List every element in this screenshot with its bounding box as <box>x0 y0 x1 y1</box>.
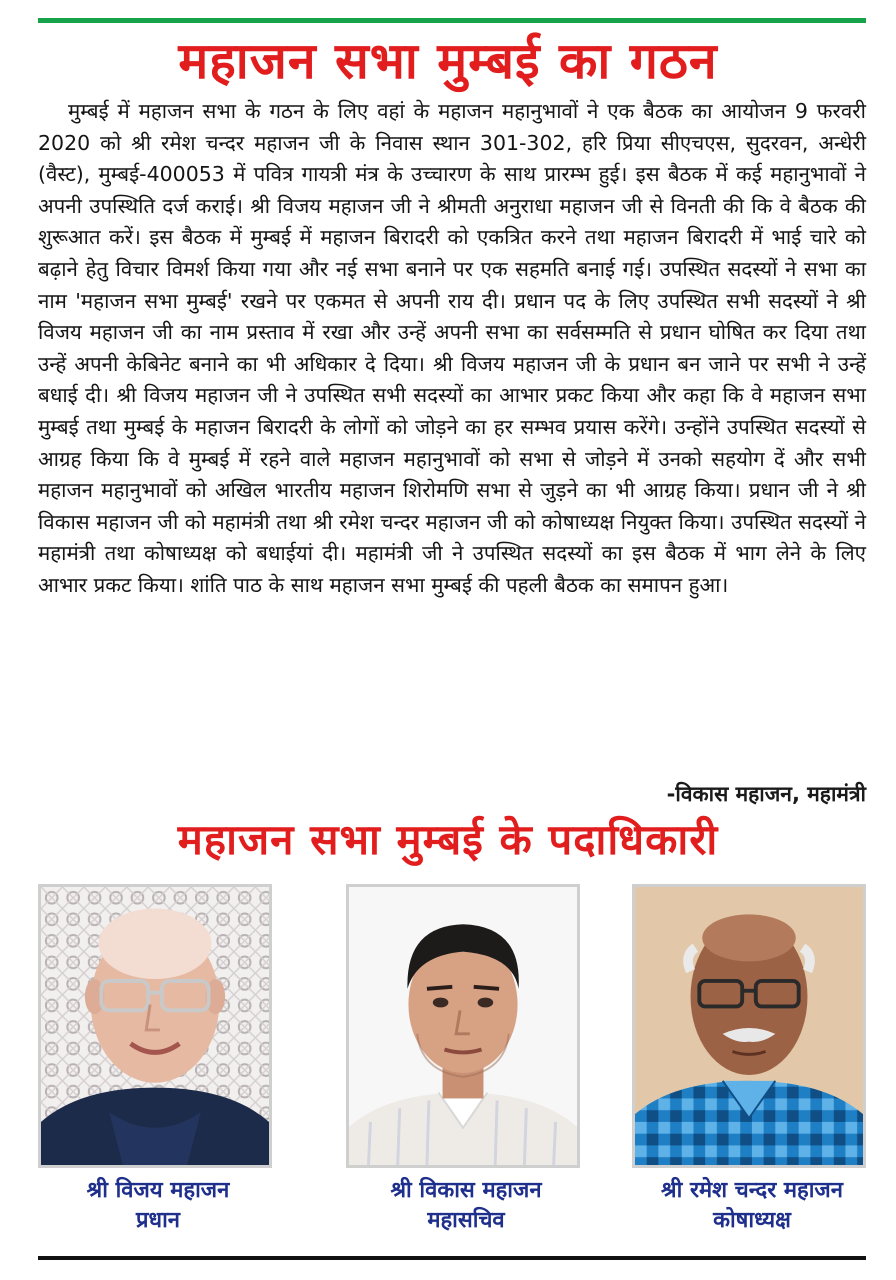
officer-role: महासचिव <box>427 1208 505 1233</box>
article-body <box>38 96 866 602</box>
officer-card-secretary <box>346 884 586 1236</box>
top-divider <box>38 18 866 23</box>
page-title: महाजन सभा मुम्बई का गठन <box>178 32 718 90</box>
article-signature: -विकास महाजन, महामंत्री <box>666 782 866 806</box>
officer-name: श्री विकास महाजन <box>390 1178 542 1203</box>
officer-name: श्री रमेश चन्दर महाजन <box>661 1178 843 1203</box>
portrait-illustration <box>41 887 269 1165</box>
portrait-illustration <box>349 887 577 1165</box>
article-text: मुम्बई में महाजन सभा के गठन के लिए वहां के महाजन महानुभावों ने एक बैठक का आयोजन 9 फरवरी 2020 को श्री रमेश चन्दर महाजन जी के निवास स्थान 301-302, हरि प्रिया सीएचएस, सुदरवन, अन्धेरी (वैस्ट), मुम्बई-400053 में पवित्र गायत्री मंत्र के उच्चारण के साथ प्रारम्भ हुई। इस बैठक में कई महानुभावों ने अपनी उपस्थिति दर्ज कराई। श्री विजय महाजन जी ने श्रीमती अनुराधा महाजन जी से विनती की कि वे बैठक की शुरूआत करें। इस बैठक में मुम्बई में महाजन बिरादरी को एकत्रित करने तथा महाजन बिरादरी में भाई चारे को बढ़ाने हेतु विचार विमर्श किया गया और नई सभा बनाने पर एक सहमति बनाई गई। उपस्थित सदस्यों ने सभा का नाम 'महाजन सभा मुम्बई' रखने पर एकमत से अपनी राय दी। प्रधान पद के लिए उपस्थित सभी सदस्यों ने श्री विजय महाजन जी का नाम प्रस्ताव में रखा और उन्हें अपनी सभा का सर्वसम्मति से प्रधान घोषित कर दिया तथा उन्हें अपनी केबिनेट बनाने का भी अधिकार दे दिया। श्री विजय महाजन जी के प्रधान बन जाने पर सभी ने उन्हें बधाई दी। श्री विजय महाजन जी ने उपस्थित सभी सदस्यों का आभार प्रकट किया और कहा कि वे महाजन सभा मुम्बई तथा मुम्बई के महाजन बिरादरी के लोगों को जोड़ने का हर सम्भव प्रयास करेंगे। उन्होंने उपस्थित सदस्यों से आग्रह किया कि वे मुम्बई में रहने वाले महाजन महानुभावों को सभा से जोड़ने में उनको सहयोग दें और सभी महाजन महानुभावों को अखिल भारतीय महाजन शिरोमणि सभा से जुड़ने का भी आग्रह किया। प्रधान जी ने श्री विकास महाजन जी को महामंत्री तथा श्री रमेश चन्दर महाजन जी को कोषाध्यक्ष नियुक्त किया। उपस्थित सदस्यों ने महामंत्री तथा कोषाध्यक्ष को बधाईयां दी। महामंत्री जी ने उपस्थित सदस्यों का इस बैठक में भाग लेने के लिए आभार प्रकट किया। शांति पाठ के साथ महाजन सभा मुम्बई की पहली बैठक का समापन हुआ। <box>38 99 866 597</box>
officer-name: श्री विजय महाजन <box>86 1178 230 1203</box>
officers-heading: महाजन सभा मुम्बई के पदाधिकारी <box>177 815 719 864</box>
officer-photo <box>346 884 580 1168</box>
officer-card-treasurer <box>632 884 872 1236</box>
bottom-divider <box>38 1256 866 1260</box>
officer-role: प्रधान <box>136 1208 180 1233</box>
officer-photo <box>632 884 866 1168</box>
portrait-illustration <box>635 887 863 1165</box>
officer-role: कोषाध्यक्ष <box>713 1208 791 1233</box>
officer-card-president <box>38 884 278 1236</box>
officer-photo <box>38 884 272 1168</box>
